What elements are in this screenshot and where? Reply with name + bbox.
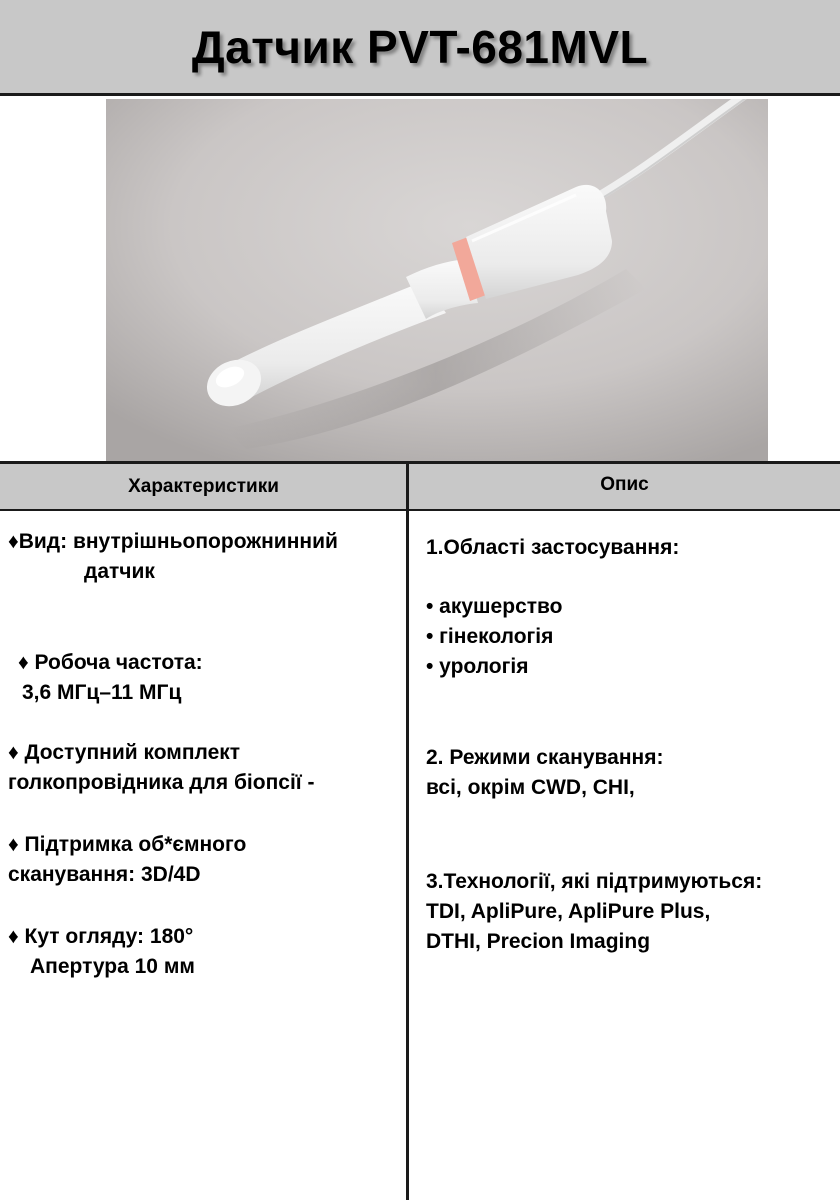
spec-volume xyxy=(8,830,246,890)
spec-type-line1: ♦Вид: внутрішньопорожнинний xyxy=(8,530,338,553)
desc-technologies-heading: 3.Технології, які підтримуються: xyxy=(426,870,763,893)
spec-biopsy-line1: ♦ Доступний комплект xyxy=(8,741,241,764)
spec-type xyxy=(8,527,338,587)
column-divider xyxy=(406,461,409,1200)
desc-areas-list xyxy=(426,592,563,682)
desc-technologies xyxy=(426,867,762,957)
spec-volume-line2: сканування: 3D/4D xyxy=(8,863,201,886)
desc-areas-heading: 1.Області застосування: xyxy=(426,536,680,559)
title-bar xyxy=(0,0,840,96)
table-header xyxy=(0,461,840,511)
desc-modes xyxy=(426,743,663,803)
spec-volume-line1: ♦ Підтримка об*ємного xyxy=(8,833,247,856)
spec-angle-line1: ♦ Кут огляду: 180° xyxy=(8,925,194,948)
probe-photo xyxy=(106,99,768,461)
desc-modes-heading: 2. Режими сканування: xyxy=(426,746,664,769)
desc-modes-value: всі, окрім CWD, CHI, xyxy=(426,776,635,799)
probe-image xyxy=(106,99,768,461)
page-title: Датчик PVT-681MVL xyxy=(191,20,649,73)
spec-frequency-line2: 3,6 МГц–11 МГц xyxy=(22,681,182,704)
spec-angle xyxy=(8,922,195,982)
column-header-characteristics: Характеристики xyxy=(128,475,279,497)
list-item: • акушерство xyxy=(426,595,563,618)
list-item: • урологія xyxy=(426,655,529,678)
desc-technologies-line2: DTHI, Precion Imaging xyxy=(426,930,651,953)
spec-angle-line2: Апертура 10 мм xyxy=(30,955,195,978)
spec-type-line2: датчик xyxy=(84,560,155,583)
spec-frequency xyxy=(8,648,203,708)
desc-technologies-line1: TDI, ApliPure, ApliPure Plus, xyxy=(426,900,711,923)
spec-biopsy xyxy=(8,738,315,798)
spec-frequency-line1: ♦ Робоча частота: xyxy=(18,651,203,674)
list-item: • гінекологія xyxy=(426,625,554,648)
column-header-description: Опис xyxy=(600,474,649,495)
spec-biopsy-line2: голкопровідника для біопсії - xyxy=(8,771,315,794)
